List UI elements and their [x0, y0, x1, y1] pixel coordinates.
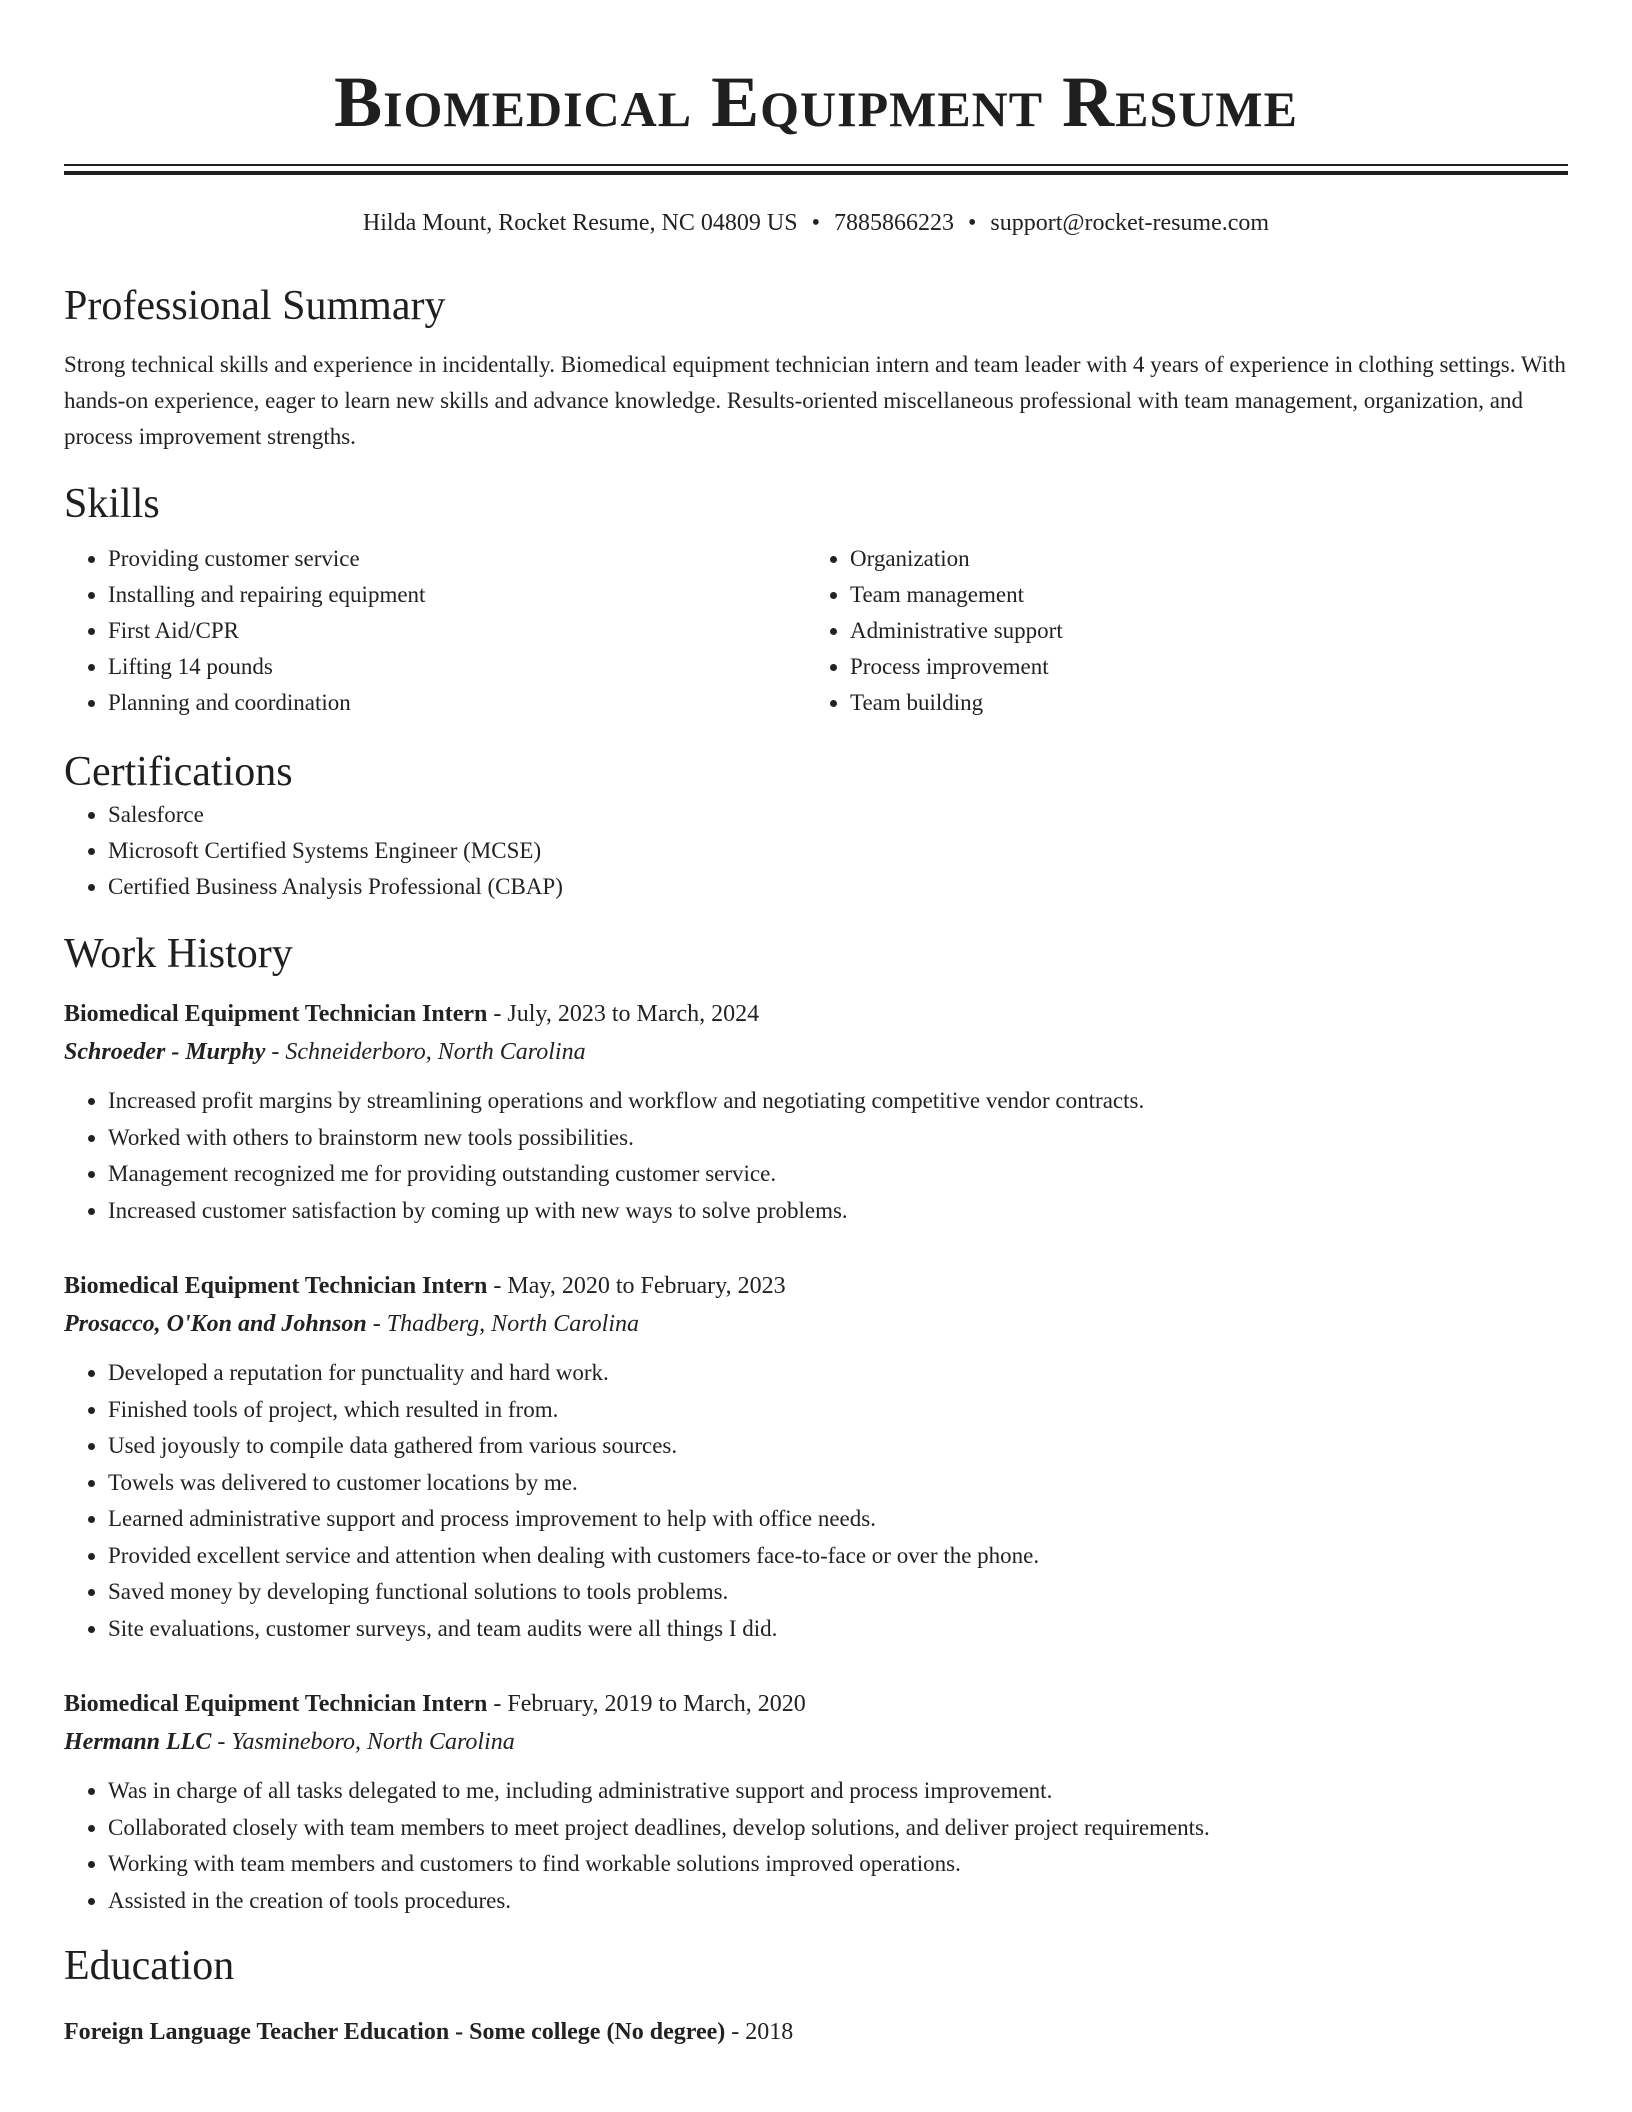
skill-item: • Team building [850, 685, 1548, 721]
resume-title: Biomedical Equipment Resume [334, 62, 1298, 142]
job-bullet: • Assisted in the creation of tools procedures. [108, 1883, 1568, 1920]
job-bullet: • Learned administrative support and process improvement to help with office needs. [108, 1501, 1568, 1538]
job-company: Prosacco, O'Kon and Johnson [64, 1311, 367, 1337]
summary-heading: Professional Summary [64, 283, 446, 329]
education-year: 2018 [745, 2019, 794, 2045]
skills-column-right [806, 541, 1548, 721]
certifications-heading: Certifications [64, 749, 293, 795]
job-bullet: • Provided excellent service and attention when dealing with customers face-to-face or over the phone. [108, 1538, 1568, 1575]
contact-line [64, 207, 1568, 239]
skill-item: • Team management [850, 577, 1548, 613]
job-entry [64, 1685, 1568, 1919]
job-role: Biomedical Equipment Technician Intern [64, 1001, 488, 1027]
job-bullet: • Management recognized me for providing outstanding customer service. [108, 1156, 1568, 1193]
job-bullets [64, 1773, 1568, 1919]
skills-column-left [64, 541, 806, 721]
education-heading: Education [64, 1943, 235, 1989]
job-company: Hermann LLC [64, 1729, 212, 1755]
job-bullet: • Increased customer satisfaction by coming up with new ways to solve problems. [108, 1193, 1568, 1230]
skill-item: • Administrative support [850, 613, 1548, 649]
skill-item: • First Aid/CPR [108, 613, 806, 649]
job-company-line: Schroeder - Murphy - Schneiderboro, North Carolina [64, 1039, 586, 1065]
job-bullet: • Saved money by developing functional solutions to tools problems. [108, 1574, 1568, 1611]
skill-item: • Process improvement [850, 649, 1548, 685]
job-company-line: Hermann LLC - Yasmineboro, North Carolina [64, 1729, 515, 1755]
skills-heading: Skills [64, 481, 160, 527]
certification-item: • Salesforce [108, 797, 1568, 833]
job-location: Thadberg, North Carolina [386, 1311, 639, 1337]
skill-item: • Planning and coordination [108, 685, 806, 721]
job-dates: May, 2020 to February, 2023 [507, 1273, 786, 1299]
job-bullet: • Finished tools of project, which resulted in from. [108, 1392, 1568, 1429]
job-title-line: Biomedical Equipment Technician Intern - May, 2020 to February, 2023 [64, 1273, 786, 1299]
contact-email: support@rocket-resume.com [990, 210, 1270, 236]
job-company-line: Prosacco, O'Kon and Johnson - Thadberg, North Carolina [64, 1311, 639, 1337]
skill-item: • Installing and repairing equipment [108, 577, 806, 613]
job-bullet: • Worked with others to brainstorm new tools possibilities. [108, 1120, 1568, 1157]
education-degree: Foreign Language Teacher Education - Some college (No degree) [64, 2019, 726, 2045]
job-location: Yasmineboro, North Carolina [231, 1729, 515, 1755]
job-bullets [64, 1083, 1568, 1229]
certification-item: • Certified Business Analysis Professional (CBAP) [108, 869, 1568, 905]
job-bullet: • Used joyously to compile data gathered from various sources. [108, 1428, 1568, 1465]
job-company: Schroeder - Murphy [64, 1039, 266, 1065]
education-entry: Foreign Language Teacher Education - Some college (No degree) - 2018 [64, 2019, 794, 2045]
skill-item: • Organization [850, 541, 1548, 577]
skill-item: • Lifting 14 pounds [108, 649, 806, 685]
contact-phone: 7885866223 [833, 210, 954, 236]
job-title-line: Biomedical Equipment Technician Intern - July, 2023 to March, 2024 [64, 1001, 760, 1027]
job-role: Biomedical Equipment Technician Intern [64, 1273, 488, 1299]
summary-text: Strong technical skills and experience in incidentally. Biomedical equipment technician intern and team leader with 4 years of experience in clothing settings. With hands-on experience, eager to learn new skills and advance knowledge. Results-oriented miscellaneous professional with team management, organization, and process improvement strengths. [64, 352, 1566, 449]
job-title-line: Biomedical Equipment Technician Intern - February, 2019 to March, 2020 [64, 1691, 806, 1717]
job-entry [64, 995, 1568, 1229]
contact-separator: • [811, 210, 820, 236]
job-dates: July, 2023 to March, 2024 [507, 1001, 760, 1027]
job-entry [64, 1267, 1568, 1647]
job-bullet: • Working with team members and customers to find workable solutions improved operations. [108, 1846, 1568, 1883]
skills-list-right [806, 541, 1548, 721]
skills-grid [64, 541, 1568, 721]
skill-item: • Providing customer service [108, 541, 806, 577]
job-location: Schneiderboro, North Carolina [285, 1039, 586, 1065]
job-role: Biomedical Equipment Technician Intern [64, 1691, 488, 1717]
job-bullets [64, 1355, 1568, 1647]
skills-list-left [64, 541, 806, 721]
job-dates: February, 2019 to March, 2020 [507, 1691, 806, 1717]
contact-separator: • [967, 210, 977, 236]
job-bullet: • Site evaluations, customer surveys, and team audits were all things I did. [108, 1611, 1568, 1648]
job-bullet: • Towels was delivered to customer locations by me. [108, 1465, 1568, 1502]
certifications-list [64, 797, 1568, 905]
certification-item: • Microsoft Certified Systems Engineer (MCSE) [108, 833, 1568, 869]
title-divider [64, 164, 1568, 175]
work-history-heading: Work History [64, 931, 293, 977]
resume-page [64, 0, 1568, 2049]
job-bullet: • Collaborated closely with team members to meet project deadlines, develop solutions, and deliver project requirements. [108, 1810, 1568, 1847]
job-bullet: • Developed a reputation for punctuality and hard work. [108, 1355, 1568, 1392]
contact-address: Hilda Mount, Rocket Resume, NC 04809 US [362, 210, 798, 236]
job-bullet: • Was in charge of all tasks delegated to me, including administrative support and process improvement. [108, 1773, 1568, 1810]
job-bullet: • Increased profit margins by streamlining operations and workflow and negotiating competitive vendor contracts. [108, 1083, 1568, 1120]
